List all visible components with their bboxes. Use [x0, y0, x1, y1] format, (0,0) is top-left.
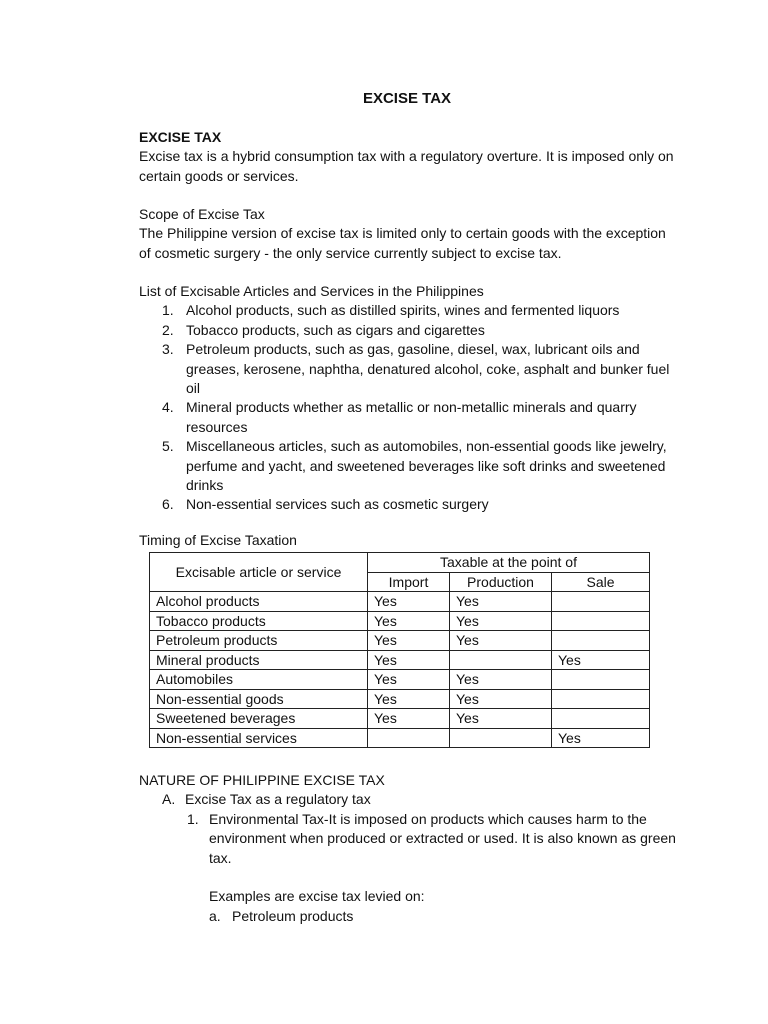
- list-heading: List of Excisable Articles and Services in the Philippines: [139, 283, 484, 299]
- table-row: Alcohol products Yes Yes: [150, 592, 650, 612]
- intro-heading: EXCISE TAX: [139, 129, 222, 145]
- scope-heading: Scope of Excise Tax: [139, 206, 265, 222]
- table-row: Non-essential goods Yes Yes: [150, 689, 650, 709]
- list-item: 4. Mineral products whether as metallic or non-metallic minerals and quarry resources: [162, 399, 637, 435]
- document-title: EXCISE TAX: [362, 90, 452, 107]
- list-item: 6. Non-essential services such as cosmetic surgery: [162, 496, 489, 513]
- timing-heading: Timing of Excise Taxation: [139, 532, 297, 548]
- table-row: Non-essential services Yes: [150, 728, 650, 748]
- list-item: 3. Petroleum products, such as gas, gasoline, diesel, wax, lubricant oils and greases, kerosene, naphtha, denatured alcohol, coke, asphalt and bunker fuel oil: [162, 341, 670, 397]
- list-item: 5. Miscellaneous articles, such as automobiles, non-essential goods like jewelry, perfume and yacht, and sweetened beverages like soft drinks and sweetened drinks: [162, 438, 667, 494]
- intro-section: [139, 128, 679, 186]
- col-header-sale: Sale: [552, 572, 650, 592]
- timing-heading-wrap: [139, 531, 679, 550]
- table-row: Mineral products Yes Yes: [150, 650, 650, 670]
- table-row: Automobiles Yes Yes: [150, 670, 650, 690]
- nature-item-a: A. Excise Tax as a regulatory tax: [162, 791, 371, 808]
- example-item-a: a. Petroleum products: [209, 907, 354, 924]
- intro-text: Excise tax is a hybrid consumption tax with a regulatory overture. It is imposed only on certain goods or services.: [139, 148, 674, 184]
- table-row: Tobacco products Yes Yes: [150, 611, 650, 631]
- table-row: Petroleum products Yes Yes: [150, 631, 650, 651]
- col-header-import: Import: [368, 572, 450, 592]
- nature-heading: NATURE OF PHILIPPINE EXCISE TAX: [139, 772, 385, 788]
- timing-table: [149, 552, 650, 748]
- nature-section: [139, 771, 699, 926]
- scope-text: The Philippine version of excise tax is limited only to certain goods with the exception of cosmetic surgery - the only service currently subject to excise tax.: [139, 225, 666, 261]
- col-header-article: Excisable article or service: [150, 553, 368, 592]
- excisable-list: [139, 301, 679, 514]
- list-item: 1. Alcohol products, such as distilled spirits, wines and fermented liquors: [162, 302, 620, 319]
- examples-text: Examples are excise tax levied on:: [209, 888, 425, 905]
- nature-item-1: 1. Environmental Tax-It is imposed on products which causes harm to the environment when produced or extracted or used. It is also known as green tax.: [187, 810, 676, 866]
- list-section: [139, 282, 679, 515]
- scope-section: [139, 205, 679, 263]
- col-header-group: Taxable at the point of: [368, 553, 650, 573]
- list-item: 2. Tobacco products, such as cigars and cigarettes: [162, 321, 485, 338]
- table-row: Sweetened beverages Yes Yes: [150, 709, 650, 729]
- col-header-production: Production: [450, 572, 552, 592]
